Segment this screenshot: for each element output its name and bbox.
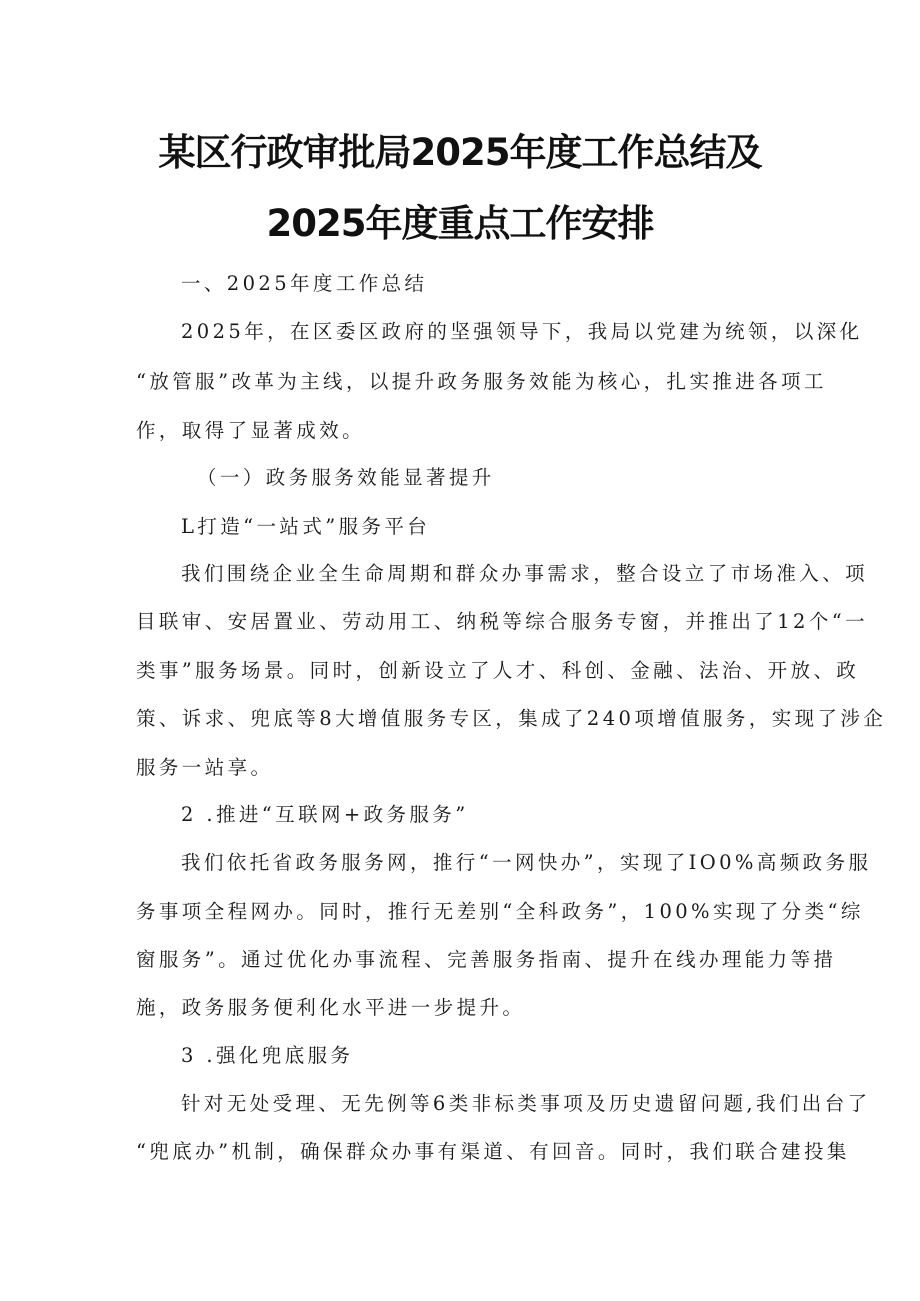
paragraph-line: 我们围绕企业全生命周期和群众办事需求，整合设立了市场准入、项 <box>181 562 869 585</box>
paragraph-line: 目联审、安居置业、劳动用工、纳税等综合服务专窗，并推出了12个“一 <box>136 610 868 633</box>
paragraph-line: 针对无处受理、无先例等6类非标类事项及历史遗留问题,我们出台了 <box>181 1092 871 1115</box>
subsection-heading: （一）政务服务效能显著提升 <box>197 466 495 489</box>
paragraph-line: 施，政务服务便利化水平进一步提升。 <box>136 996 526 1019</box>
paragraph-line: “放管服”改革为主线，以提升政务服务效能为核心，扎实推进各项工 <box>136 370 827 393</box>
paragraph-line: 类事”服务场景。同时，创新设立了人才、科创、金融、法治、开放、政 <box>136 659 860 682</box>
paragraph-line: 我们依托省政务服务网，推行“一网快办”，实现了IO0%高频政务服 <box>181 851 872 874</box>
paragraph-line: 策、诉求、兜底等8大增值服务专区，集成了240项增值服务，实现了涉企 <box>136 707 887 730</box>
document-title-line-2: 2025年度重点工作安排 <box>266 202 654 245</box>
document-title-line-1: 某区行政审批局2025年度工作总结及 <box>158 131 762 174</box>
paragraph-line: 务事项全程网办。同时，推行无差别“全科政务”，100%实现了分类“综 <box>136 900 864 923</box>
paragraph-line: 2025年，在区委区政府的坚强领导下，我局以党建为统领，以深化 <box>181 320 863 343</box>
item-heading: 2 .推进“互联网+政务服务” <box>181 803 469 826</box>
paragraph-line: 窗服务”。通过优化办事流程、完善服务指南、提升在线办理能力等措 <box>136 948 837 971</box>
paragraph-line: “兜底办”机制，确保群众办事有渠道、有回音。同时，我们联合建投集 <box>136 1140 850 1163</box>
item-heading: L打造“一站式”服务平台 <box>181 515 431 538</box>
paragraph-line: 服务一站享。 <box>136 756 274 779</box>
paragraph-line: 作，取得了显著成效。 <box>136 419 366 442</box>
section-heading: 一、2025年度工作总结 <box>181 272 428 295</box>
item-heading: 3 .强化兜底服务 <box>181 1044 354 1067</box>
